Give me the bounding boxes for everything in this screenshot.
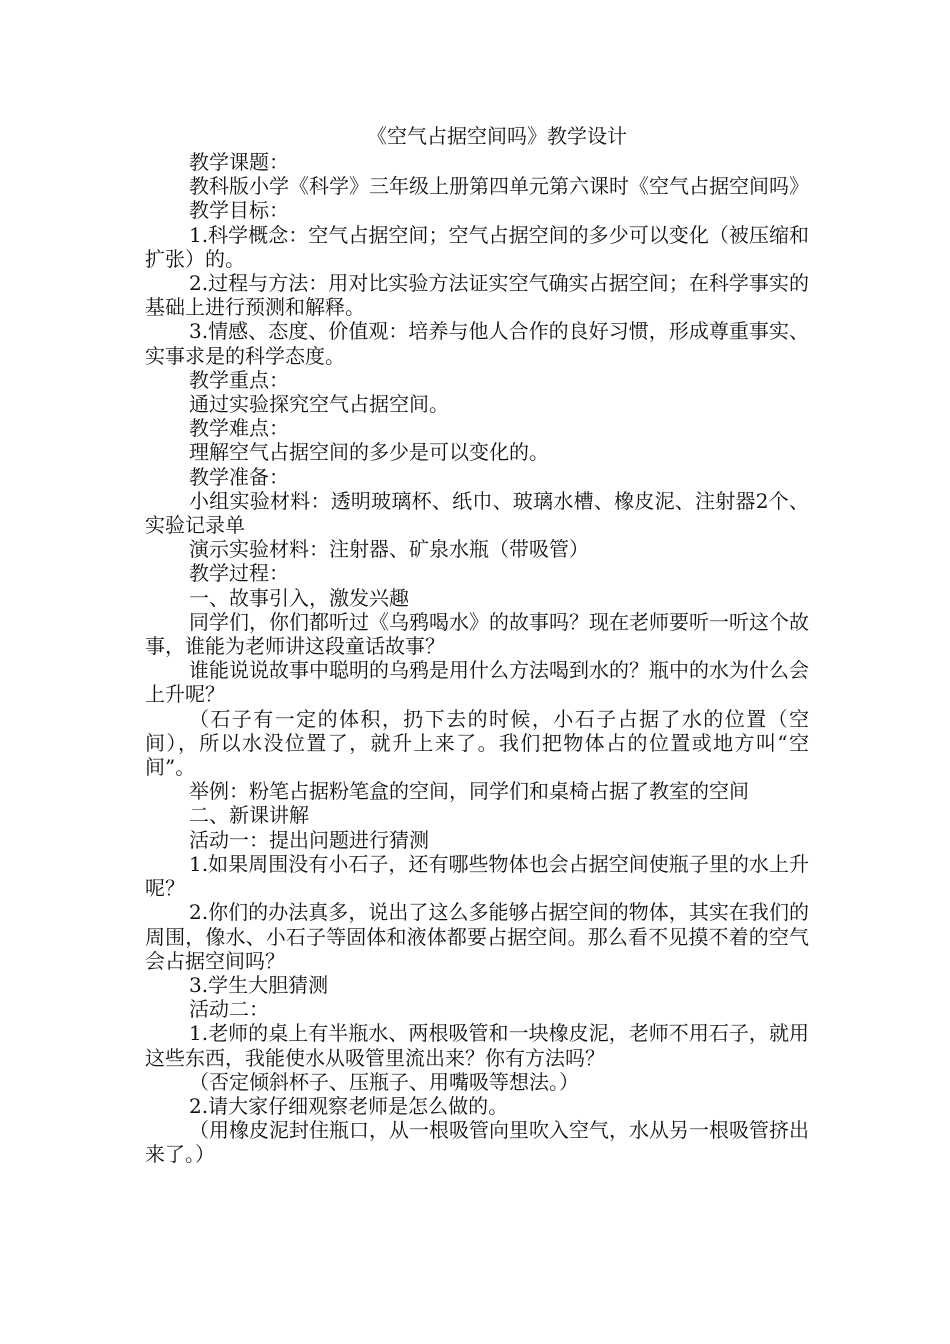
paragraph: （用橡皮泥封住瓶口，从一根吸管向里吹入空气，水从另一根吸管挤出来了。）: [145, 1118, 809, 1167]
paragraph: 通过实验探究空气占据空间。: [189, 392, 449, 417]
paragraph: 教学目标：: [189, 198, 289, 223]
paragraph: 1.如果周围没有小石子，还有哪些物体也会占据空间使瓶子里的水上升呢？: [145, 851, 809, 901]
paragraph: 二、新课讲解: [189, 803, 309, 828]
paragraph: 同学们，你们都听过《乌鸦喝水》的故事吗？现在老师要听一听这个故事，谁能为老师讲这段童话故事？: [145, 609, 809, 659]
paragraph: 教学重点：: [189, 367, 289, 392]
paragraph: 小组实验材料：透明玻璃杯、纸巾、玻璃水槽、橡皮泥、注射器2个、实验记录单: [145, 488, 809, 538]
paragraph: 2.你们的办法真多，说出了这么多能够占据空间的物体，其实在我们的周围，像水、小石子等固体和液体都要占据空间。那么看不见摸不着的空气会占据空间吗？: [145, 900, 809, 973]
paragraph: 3.情感、态度、价值观：培养与他人合作的良好习惯，形成尊重事实、实事求是的科学态度。: [145, 319, 809, 368]
paragraph: （否定倾斜杯子、压瓶子、用嘴吸等想法。）: [189, 1069, 579, 1094]
paragraph: 2.过程与方法：用对比实验方法证实空气确实占据空间；在科学事实的基础上进行预测和解释。: [145, 271, 809, 320]
paragraph: 举例：粉笔占据粉笔盒的空间，同学们和桌椅占据了教室的空间: [189, 779, 749, 804]
paragraph: 教学课题：: [189, 150, 289, 174]
paragraph: 教学过程：: [189, 561, 289, 586]
paragraph: 教学难点：: [189, 416, 289, 441]
paragraph: （石子有一定的体积，扔下去的时候，小石子占据了水的位置（空间），所以水没位置了，就升上来了。我们把物体占的位置或地方叫“空间”。: [145, 706, 809, 780]
paragraph: 教学准备：: [189, 464, 289, 489]
paragraph: 谁能说说故事中聪明的乌鸦是用什么方法喝到水的？瓶中的水为什么会上升呢？: [145, 658, 809, 707]
paragraph: 理解空气占据空间的多少是可以变化的。: [189, 440, 549, 465]
paragraph: 1.科学概念：空气占据空间；空气占据空间的多少可以变化（被压缩和扩张）的。: [145, 222, 809, 271]
document-page: [145, 122, 809, 1167]
paragraph: 一、故事引入，激发兴趣: [189, 585, 409, 610]
paragraph: 活动二：: [189, 997, 269, 1022]
document-title: 《空气占据空间吗》教学设计: [367, 124, 627, 148]
paragraph: 2.请大家仔细观察老师是怎么做的。: [189, 1093, 509, 1118]
paragraph: 教科版小学《科学》三年级上册第四单元第六课时《空气占据空间吗》: [189, 174, 809, 199]
paragraph: 1.老师的桌上有半瓶水、两根吸管和一块橡皮泥，老师不用石子，就用这些东西，我能使水从吸管里流出来？你有方法吗？: [145, 1021, 809, 1070]
paragraph: 3.学生大胆猜测: [189, 972, 329, 997]
paragraph: 演示实验材料：注射器、矿泉水瓶（带吸管）: [189, 537, 589, 562]
paragraph: 活动一：提出问题进行猜测: [189, 827, 429, 852]
